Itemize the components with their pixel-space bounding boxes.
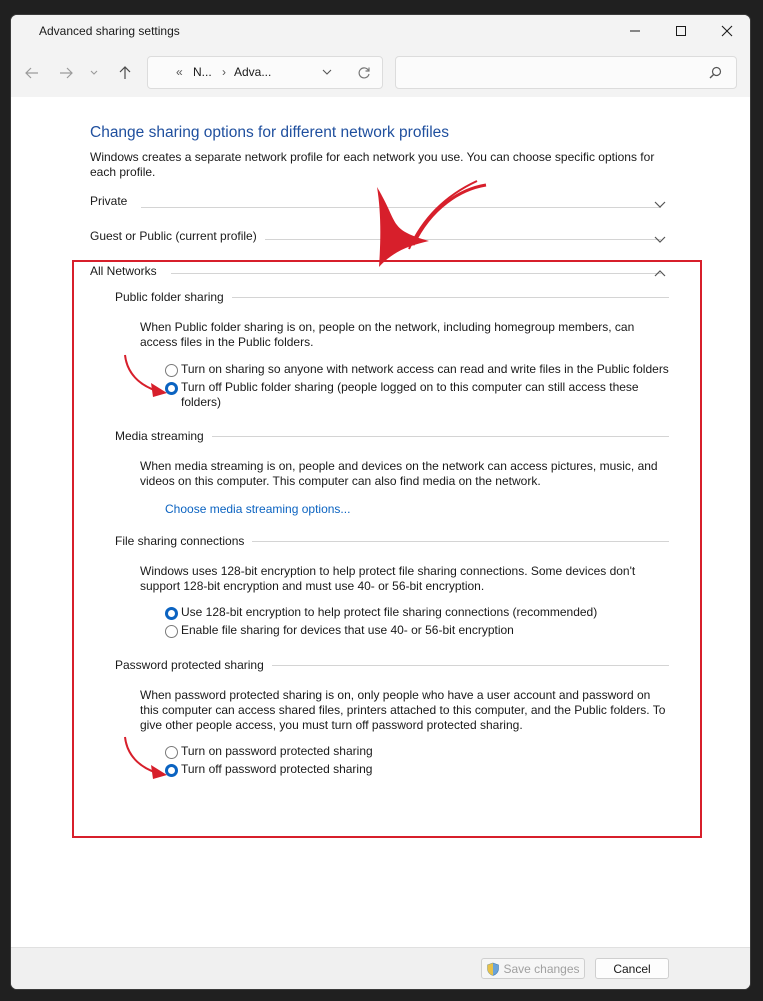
section-description: When password protected sharing is on, only people who have a user account and password on this computer can access shared files, printers attached to this computer, and the Public folders. To give other people access, you must turn off password protected sharing.: [140, 688, 666, 732]
minimize-icon: [629, 25, 641, 37]
section-title: Password protected sharing: [115, 658, 272, 672]
address-field[interactable]: [147, 56, 383, 89]
back-button[interactable]: [19, 61, 45, 85]
radio-label[interactable]: Turn on sharing so anyone with network access can read and write files in the Public folders: [181, 362, 669, 376]
close-button[interactable]: [704, 15, 750, 47]
save-changes-button[interactable]: [481, 958, 585, 979]
shield-icon: [486, 962, 500, 976]
window: [10, 14, 751, 990]
chevron-down-icon[interactable]: [653, 200, 667, 210]
radio-label[interactable]: Turn off Public folder sharing (people logged on to this computer can still access these folders): [181, 380, 639, 409]
breadcrumb-separator-icon: ›: [222, 65, 226, 79]
maximize-icon: [675, 25, 687, 37]
recent-locations-button[interactable]: [84, 61, 104, 85]
arrow-right-icon: [59, 67, 73, 79]
window-title: Advanced sharing settings: [39, 24, 180, 38]
cancel-label: Cancel: [613, 961, 651, 976]
arrow-up-icon: [119, 66, 131, 80]
annotation-arrow-icon: [119, 735, 171, 781]
section-description: When Public folder sharing is on, people on the network, including homegroup members, can access files in the Public folders.: [140, 320, 635, 349]
close-icon: [721, 25, 733, 37]
forward-button[interactable]: [53, 61, 79, 85]
cancel-button[interactable]: [595, 958, 669, 979]
page-title: Change sharing options for different network profiles: [90, 124, 450, 141]
media-streaming-options-link[interactable]: Choose media streaming options...: [165, 502, 351, 516]
profile-private-label[interactable]: Private: [90, 194, 135, 208]
footer-bar: [11, 947, 750, 990]
radio-label[interactable]: Turn off password protected sharing: [181, 762, 373, 776]
section-title: Media streaming: [115, 429, 212, 443]
chevron-down-icon[interactable]: [653, 235, 667, 245]
title-bar: [11, 15, 750, 47]
arrow-left-icon: [25, 67, 39, 79]
up-button[interactable]: [112, 61, 138, 85]
breadcrumb-segment[interactable]: N...: [193, 65, 212, 79]
section-title: Public folder sharing: [115, 290, 232, 304]
radio-label[interactable]: Use 128-bit encryption to help protect file sharing connections (recommended): [181, 605, 598, 619]
address-bar: [11, 47, 750, 97]
profile-guest-label[interactable]: Guest or Public (current profile): [90, 229, 265, 243]
profile-all-networks-label[interactable]: All Networks: [90, 264, 165, 278]
radio-label[interactable]: Enable file sharing for devices that use 40- or 56-bit encryption: [181, 623, 514, 637]
chevron-down-icon: [90, 70, 98, 76]
search-field[interactable]: [395, 56, 737, 89]
annotation-arrow-icon: [119, 353, 171, 399]
section-title: File sharing connections: [115, 534, 252, 548]
section-description: Windows uses 128-bit encryption to help protect file sharing connections. Some devices don't support 128-bit encryption and must use 40- or 56-bit encryption.: [140, 564, 636, 593]
chevron-down-icon[interactable]: [322, 69, 332, 76]
breadcrumb-segment[interactable]: Adva...: [234, 65, 272, 79]
maximize-button[interactable]: [658, 15, 704, 47]
intro-text: Windows creates a separate network profile for each network you use. You can choose specific options for each profile.: [90, 150, 655, 179]
search-icon[interactable]: [709, 66, 722, 79]
annotation-arrow-icon: [351, 167, 501, 277]
chevron-double-left-icon: «: [176, 65, 183, 79]
section-description: When media streaming is on, people and devices on the network can access pictures, music, and videos on this computer. This computer can also find media on the network.: [140, 459, 658, 488]
content-pane: [11, 97, 750, 947]
refresh-icon[interactable]: [357, 66, 371, 80]
radio-label[interactable]: Turn on password protected sharing: [181, 744, 373, 758]
save-changes-label: Save changes: [503, 961, 580, 976]
minimize-button[interactable]: [612, 15, 658, 47]
